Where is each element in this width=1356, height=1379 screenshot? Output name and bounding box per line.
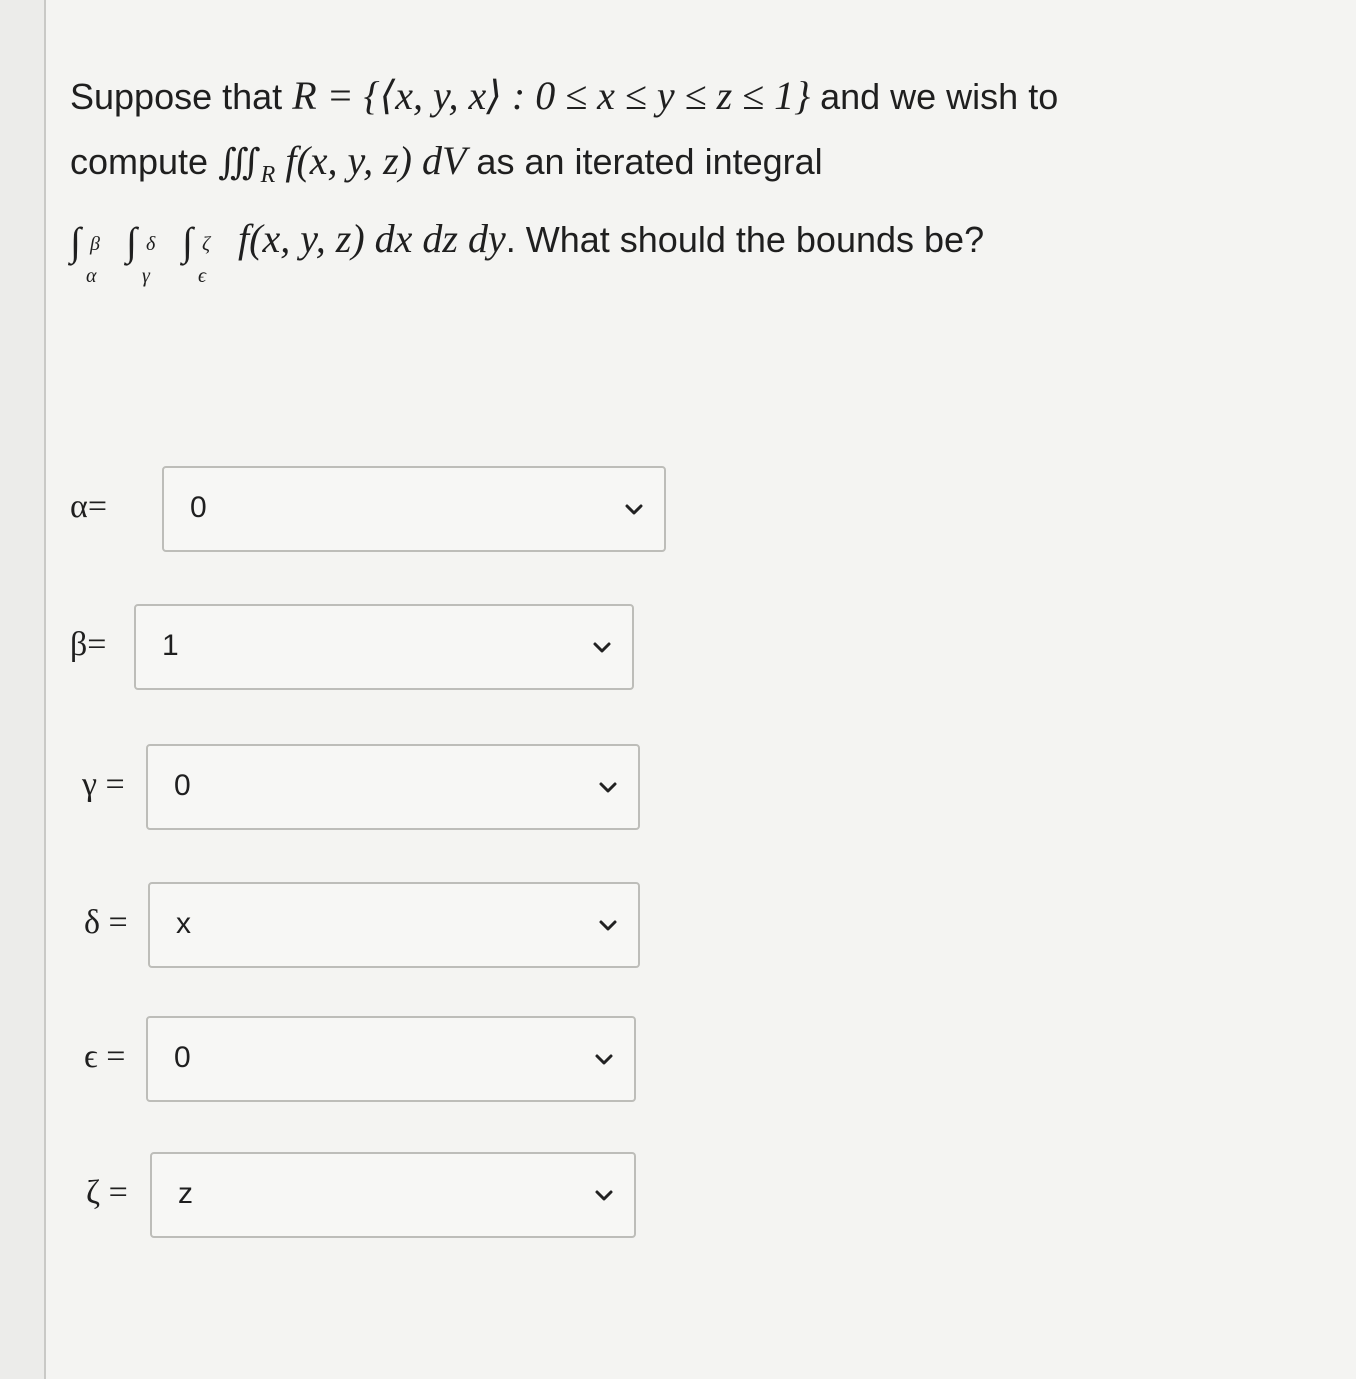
delta-selected-value: x	[176, 907, 191, 940]
alpha-label: α=	[70, 488, 107, 525]
question-intro-cont: and we wish to	[820, 76, 1059, 117]
question-intro: Suppose that	[70, 76, 283, 117]
chevron-down-icon	[592, 1048, 616, 1072]
epsilon-label: ϵ =	[84, 1038, 126, 1075]
epsilon-dropdown[interactable]	[146, 1016, 636, 1102]
chevron-down-icon	[590, 636, 614, 660]
middle-integral: ∫ δ γ	[126, 218, 156, 287]
gamma-label: γ =	[82, 766, 125, 803]
beta-label: β=	[70, 626, 107, 663]
alpha-selected-value: 0	[190, 491, 207, 524]
inner-integral: ∫ ζ ϵ	[182, 218, 211, 287]
question-line-1	[70, 64, 1300, 129]
delta-dropdown[interactable]	[148, 882, 640, 968]
region-definition: R = {⟨x, y, x⟩ : 0 ≤ x ≤ y ≤ z ≤ 1}	[292, 73, 811, 118]
zeta-dropdown[interactable]	[150, 1152, 636, 1238]
chevron-down-icon	[622, 498, 646, 522]
gamma-dropdown[interactable]	[146, 744, 640, 830]
question-ask: . What should the bounds be?	[505, 219, 985, 261]
gamma-selected-value: 0	[174, 769, 191, 802]
triple-integrand: f(x, y, z) dV	[285, 138, 467, 183]
zeta-selected-value: z	[178, 1177, 193, 1210]
zeta-label: ζ =	[86, 1174, 128, 1211]
outer-integral: ∫ β α	[70, 218, 100, 287]
beta-selected-value: 1	[162, 629, 179, 662]
delta-label: δ =	[84, 904, 128, 941]
chevron-down-icon	[592, 1184, 616, 1208]
question-line-3	[70, 207, 1300, 287]
question-compute: compute	[70, 141, 209, 182]
chevron-down-icon	[596, 776, 620, 800]
epsilon-selected-value: 0	[174, 1041, 191, 1074]
alpha-dropdown[interactable]	[162, 466, 666, 552]
beta-dropdown[interactable]	[134, 604, 634, 690]
triple-integral-symbol: $∭_R$	[218, 142, 276, 189]
question-iterated: as an iterated integral	[476, 141, 823, 182]
chevron-down-icon	[596, 914, 620, 938]
question-text	[70, 64, 1300, 287]
iterated-integrand: f(x, y, z) dx dz dy	[238, 216, 506, 262]
question-line-2	[70, 129, 1300, 207]
